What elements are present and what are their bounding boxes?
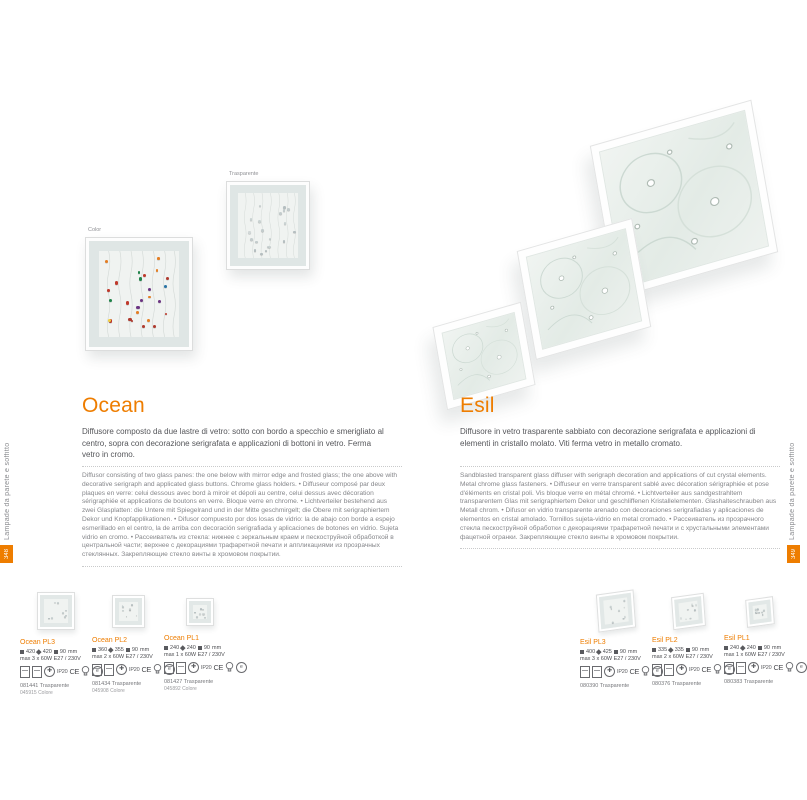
variant-dimensions	[652, 647, 724, 653]
variant-code: 080383 Trasparente	[724, 679, 774, 685]
product-variant	[652, 592, 731, 690]
f-mark-icon: ✚	[116, 664, 127, 675]
bulb-icon	[785, 661, 794, 674]
width-icon	[652, 648, 656, 652]
glass-pane-icon	[724, 662, 734, 674]
f-mark-icon: ✚	[604, 666, 615, 677]
width-icon	[580, 650, 584, 654]
variant-name: Ocean PL1	[164, 635, 200, 642]
ce-mark: CE	[701, 665, 711, 674]
ocean-description-italian: Diffusore composto da due lastre di vetro: sotto con bordo a specchio e smerigliato al centro, sopra con decorazione serigrafata e applicazioni di bottoni in vetro. Ferma vetro in cromo.	[82, 427, 384, 459]
depth-value: 335	[674, 647, 684, 653]
esil-description-multilingual: Sandblasted transparent glass diffuser with serigraph decoration and applications of cut crystal elements. Metal chrome glass fasteners. • Diffuseur en verre transparent sablé avec décoration sérigraphiée et pose d'éléments en cristal poli. Vis bloque verre en métal chromé. • Lichtverteiler aus sandgestrahltem transparentem Glas mit serigraphiertem Dekor und geschliffenen Kristallelementen. Glashalteschrauben aus Metall chrom. • Difusor en vidrio transparente arenado con decoraciones serigrafiadas y aplicaciones de elementos en cristal amolado. Tornillos sujeta-vidrio en metal cromado. • Рассеиватель из прозрачного стекла пескоструйной обработки с декорациями трафаретной печати и с хрустальными элементами фацетной огранки. Закрепляющие стекло винты в хромовом покрытии.	[460, 466, 780, 549]
variant-code-color: 045908 Colore	[92, 688, 125, 694]
height-icon	[686, 648, 690, 652]
product-variant	[164, 592, 243, 696]
esil-glass-pane	[442, 312, 527, 400]
energy-class-icon: e	[796, 662, 807, 673]
variant-dimensions	[580, 649, 652, 655]
variant-name: Esil PL1	[724, 635, 750, 642]
depth-icon	[596, 650, 601, 655]
glass-pane-icon	[92, 664, 102, 676]
depth-icon	[36, 650, 41, 655]
product-photo-esil-medium	[517, 218, 652, 360]
thumbnail-glass	[189, 601, 211, 623]
esil-glass-pane	[526, 228, 642, 350]
thumbnail-glass	[674, 596, 703, 627]
depth-value: 240	[746, 645, 756, 651]
dimension-unit: mm	[628, 649, 638, 655]
page-number-badge-right	[787, 545, 800, 563]
height-value: 90	[619, 649, 626, 655]
glass-buttons-decoration	[238, 193, 298, 258]
depth-value: 420	[42, 649, 52, 655]
height-value: 90	[131, 647, 138, 653]
width-icon	[20, 650, 24, 654]
width-icon	[92, 648, 96, 652]
product-thumbnail	[186, 598, 214, 626]
dimension-unit: mm	[212, 645, 222, 651]
height-value: 90	[691, 647, 698, 653]
esil-variant-list	[580, 592, 803, 690]
depth-value: 240	[186, 645, 196, 651]
height-icon	[614, 650, 618, 654]
energy-class-icon: e	[652, 666, 663, 677]
glass-pane-icon	[32, 666, 42, 678]
width-value: 400	[586, 649, 596, 655]
variant-lamping: max 1 x 60W E27 / 230V	[164, 652, 225, 658]
glass-pane-icon	[580, 666, 590, 678]
height-value: 90	[763, 645, 770, 651]
variant-code: 080376 Trasparente	[652, 681, 702, 687]
thumbnail-glass	[599, 593, 633, 629]
variant-code: 081427 Trasparente	[164, 679, 214, 685]
dimension-unit: mm	[68, 649, 78, 655]
bulb-icon	[225, 661, 234, 674]
thumbnail-dots	[678, 601, 697, 604]
variant-name: Esil PL3	[580, 639, 606, 646]
f-mark-icon: ✚	[44, 666, 55, 677]
esil-description-italian: Diffusore in vetro trasparente sabbiato con decorazione serigrafata e applicazioni di elementi in cristallo molato. Viti ferma vetro in metallo cromato.	[460, 427, 756, 448]
energy-class-icon: e	[236, 662, 247, 673]
product-thumbnail	[37, 592, 75, 630]
depth-icon	[668, 648, 673, 653]
height-icon	[758, 646, 762, 650]
f-mark-icon: ✚	[188, 662, 199, 673]
glass-pane-icon	[20, 666, 30, 678]
product-variant	[20, 592, 99, 696]
thumbnail-glass	[40, 595, 72, 627]
page-number-badge-left	[0, 545, 13, 563]
depth-value: 355	[114, 647, 124, 653]
dimension-unit: mm	[772, 645, 782, 651]
variant-lamping: max 2 x 60W E27 / 230V	[92, 654, 153, 660]
ce-mark: CE	[629, 667, 639, 676]
f-mark-icon: ✚	[748, 662, 759, 673]
certification-icons	[580, 665, 659, 678]
depth-value: 425	[602, 649, 612, 655]
ce-mark: CE	[69, 667, 79, 676]
variant-code-color: 045892 Colore	[164, 686, 197, 692]
bulb-icon	[81, 665, 90, 678]
variant-code: 080390 Trasparente	[580, 683, 630, 689]
photo-label-trasparente: Trasparente	[229, 171, 259, 177]
thumbnail-glass	[115, 598, 142, 625]
ce-mark: CE	[141, 665, 151, 674]
ip-rating: IP20	[689, 666, 700, 673]
photo-label-color: Color	[88, 227, 102, 233]
height-icon	[54, 650, 58, 654]
ocean-description-multilingual: Diffusor consisting of two glass panes: the one below with mirror edge and frosted glass; the one above with decorative serigraph and applicated glass buttons. Chrome glass holders. • Diffuseur composé par deux plaques en verre: celui dessous avec bord à miroir et dépoli au centre, celui dessus avec décoration sérigraphiée et applications de boutons en verre. Bloque verre en chrome. • Lichtverteiler bestehend aus zwei Glasplatten: die Untere mit Spiegelrand und in der Mitte geschmirgelt; die Obere mit serigraphiertem Dekor und Knopfapplikationen. • Difusor compuesto por dos losas de vidrio: la de abajo con borde a espejo esmerillado en el centro, la de arriba con decoración serigrafiada y aplicaciones de botones en vidrio. Sujeta vidrio en cromo. • Рассеиватель из стекла: нижнее с зеркальным краем и пескоструйной обработкой в центральной части; верхнее с декорациями трафаретной печати и аппликациями из прозрачных стеклянных. Закрепляющие стекло винты в хромовом покрытии.	[82, 466, 402, 567]
product-photo-ocean-trasparente	[226, 181, 310, 270]
variant-code: 081434 Trasparente	[92, 681, 142, 687]
variant-dimensions	[724, 645, 796, 651]
variant-name: Esil PL2	[652, 637, 678, 644]
variant-lamping: max 2 x 60W E27 / 230V	[652, 654, 713, 660]
glass-pane-icon	[664, 664, 674, 676]
width-value: 360	[98, 647, 108, 653]
product-thumbnail	[671, 593, 706, 631]
variant-lamping: max 1 x 60W E27 / 230V	[724, 652, 785, 658]
thumbnail-dots	[753, 604, 767, 606]
variant-code-color: 045915 Colore	[20, 690, 53, 696]
variant-lamping: max 3 x 60W E27 / 230V	[580, 656, 641, 662]
height-icon	[198, 646, 202, 650]
certification-icons	[164, 661, 243, 674]
page-number-left: 348	[3, 549, 10, 560]
width-value: 240	[170, 645, 180, 651]
variant-code: 081441 Trasparente	[20, 683, 70, 689]
bulb-icon	[153, 663, 162, 676]
product-variant	[724, 592, 803, 690]
depth-icon	[180, 646, 185, 651]
ce-mark: CE	[213, 663, 223, 672]
product-title-ocean: Ocean	[82, 394, 145, 417]
glass-pane-icon	[592, 666, 602, 678]
certification-icons	[724, 661, 803, 674]
ip-rating: IP20	[617, 668, 628, 675]
ip-rating: IP20	[57, 668, 68, 675]
dimension-unit: mm	[140, 647, 150, 653]
product-title-esil: Esil	[460, 394, 495, 417]
product-thumbnail	[596, 589, 636, 632]
energy-class-icon: e	[724, 664, 735, 675]
variant-name: Ocean PL3	[20, 639, 56, 646]
f-mark-icon: ✚	[676, 664, 687, 675]
height-value: 90	[203, 645, 210, 651]
depth-icon	[740, 646, 745, 651]
thumbnail-glass	[748, 599, 771, 624]
variant-dimensions	[164, 645, 236, 651]
height-icon	[126, 648, 130, 652]
certification-icons	[92, 663, 171, 676]
glass-pane-icon	[104, 664, 114, 676]
sidebar-category-label-right: Lampade da parete e soffitto	[789, 442, 796, 540]
glass-buttons-decoration	[99, 251, 179, 337]
glass-pane-icon	[176, 662, 186, 674]
glass-pane-icon	[736, 662, 746, 674]
energy-class-icon: e	[92, 666, 103, 677]
ocean-glass-pane	[230, 185, 306, 266]
bulb-icon	[641, 665, 650, 678]
variant-dimensions	[92, 647, 164, 653]
height-value: 90	[59, 649, 66, 655]
variant-dimensions	[20, 649, 92, 655]
ocean-glass-pane	[89, 241, 189, 347]
sidebar-category-label-left: Lampade da parete e soffitto	[4, 442, 11, 540]
variant-lamping: max 3 x 60W E27 / 230V	[20, 656, 81, 662]
ip-rating: IP20	[129, 666, 140, 673]
thumbnail-dots	[603, 597, 627, 600]
glass-pane-icon	[652, 664, 662, 676]
product-variant	[92, 592, 171, 696]
ip-rating: IP20	[201, 664, 212, 671]
product-thumbnail	[745, 596, 775, 628]
energy-class-icon: e	[164, 664, 175, 675]
glass-pane-icon	[164, 662, 174, 674]
ip-rating: IP20	[761, 664, 772, 671]
ce-mark: CE	[773, 663, 783, 672]
dimension-unit: mm	[700, 647, 710, 653]
product-variant	[580, 592, 659, 690]
width-value: 420	[26, 649, 36, 655]
width-value: 240	[730, 645, 740, 651]
depth-icon	[108, 648, 113, 653]
product-thumbnail	[112, 595, 145, 628]
width-icon	[164, 646, 168, 650]
page-number-right: 349	[790, 549, 797, 560]
variant-name: Ocean PL2	[92, 637, 128, 644]
bulb-icon	[713, 663, 722, 676]
certification-icons	[20, 665, 99, 678]
width-icon	[724, 646, 728, 650]
certification-icons	[652, 663, 731, 676]
ocean-variant-list	[20, 592, 243, 696]
product-photo-ocean-color	[85, 237, 193, 351]
width-value: 335	[658, 647, 668, 653]
